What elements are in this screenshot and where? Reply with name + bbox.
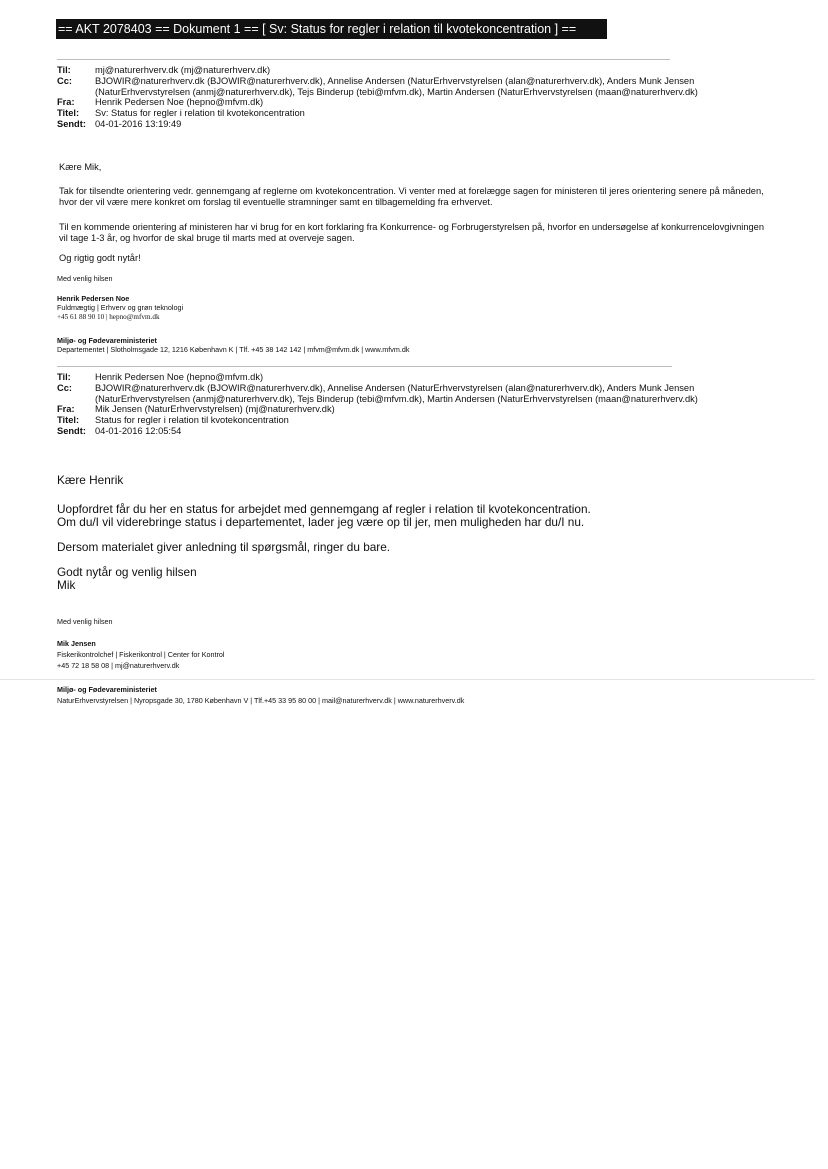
email1-closing: Med venlig hilsen bbox=[57, 274, 113, 283]
email1-org-name: Miljø- og Fødevareministeriet bbox=[57, 336, 157, 345]
title-label: Titel: bbox=[57, 415, 80, 426]
title-value: Status for regler i relation til kvotekoncentration bbox=[95, 415, 289, 426]
from-label: Fra: bbox=[57, 404, 75, 415]
cc-label: Cc: bbox=[57, 382, 72, 393]
email2-closing: Med venlig hilsen bbox=[57, 617, 113, 626]
from-label: Fra: bbox=[57, 97, 75, 108]
email2-greeting: Kære Henrik bbox=[57, 473, 124, 487]
from-value: Henrik Pedersen Noe (hepno@mfvm.dk) bbox=[95, 97, 264, 108]
document-banner: == AKT 2078403 == Dokument 1 == [ Sv: Status for regler i relation til kvotekoncentration ] == bbox=[56, 19, 607, 39]
email2-signature-name: Mik Jensen bbox=[57, 639, 96, 648]
title-label: Titel: bbox=[57, 108, 80, 119]
email2-paragraph-1-line-1: Uopfordret får du her en status for arbejdet med gennemgang af regler i relation til kvotekoncentration. bbox=[57, 502, 591, 516]
sent-value: 04-01-2016 12:05:54 bbox=[95, 425, 182, 436]
email2-header bbox=[57, 372, 772, 437]
divider bbox=[57, 366, 672, 367]
email2-closing-line-2: Mik bbox=[57, 578, 76, 592]
to-value: Henrik Pedersen Noe (hepno@mfvm.dk) bbox=[95, 372, 264, 382]
from-value: Mik Jensen (NaturErhvervstyrelsen) (mj@naturerhverv.dk) bbox=[95, 404, 335, 415]
email1-greeting: Kære Mik, bbox=[59, 162, 102, 172]
sent-value: 04-01-2016 13:19:49 bbox=[95, 118, 182, 129]
email2-closing-line-1: Godt nytår og venlig hilsen bbox=[57, 565, 197, 579]
sent-label: Sendt: bbox=[57, 425, 86, 436]
title-value: Sv: Status for regler i relation til kvotekoncentration bbox=[95, 108, 305, 119]
cc-label: Cc: bbox=[57, 75, 72, 86]
email1-org-address: Departementet | Slotholmsgade 12, 1216 København K | Tlf. +45 38 142 142 | mfvm@mfvm.dk | www.mfvm.dk bbox=[57, 345, 410, 354]
email1-paragraph-1: Tak for tilsendte orientering vedr. gennemgang af reglerne om kvotekoncentration. Vi venter med at forelægge sagen for ministeren til jeres orientering senere på måneden, hvor der vil være mere konkret om forslag til eventuelle stramninger samt en tilbagemelding fra erhvervet. bbox=[59, 186, 764, 207]
email1-signature-role: Fuldmægtig | Erhverv og grøn teknologi bbox=[57, 303, 184, 312]
email2-org-address: NaturErhvervstyrelsen | Nyropsgade 30, 1780 København V | Tlf.+45 33 95 80 00 | mail@naturerhverv.dk | www.naturerhverv.dk bbox=[57, 696, 465, 705]
email2-signature-role: Fiskerikontrolchef | Fiskerikontrol | Center for Kontrol bbox=[57, 650, 225, 659]
to-label: Til: bbox=[57, 372, 71, 382]
email2-signature-contact: +45 72 18 58 08 | mj@naturerhverv.dk bbox=[57, 661, 180, 670]
email1-paragraph-2: Til en kommende orientering af ministeren har vi brug for en kort forklaring fra Konkurrence- og Forbrugerstyrelsen på, hvorfor en undersøgelse af konkurrencelovgivningen vil tage 1-3 år, og hvorfor de skal bruge til marts med at overveje sagen. bbox=[59, 222, 765, 243]
email1-signature-contact: +45 61 88 90 10 | hepno@mfvm.dk bbox=[57, 313, 160, 321]
email2-paragraph-2: Dersom materialet giver anledning til spørgsmål, ringer du bare. bbox=[57, 540, 391, 554]
cc-value: BJOWIR@naturerhverv.dk (BJOWIR@naturerhverv.dk), Annelise Andersen (NaturErhvervstyrelsen (alan@naturerhverv.dk), Anders Munk Jensen (NaturErhvervstyrelsen (anmj@naturerhverv.dk), Tejs Binderup (tebi@mfvm.dk), Martin Andersen (NaturErhvervstyrelsen (maan@naturerhverv.dk) bbox=[95, 382, 698, 404]
to-value: mj@naturerhverv.dk (mj@naturerhverv.dk) bbox=[95, 65, 271, 75]
divider bbox=[57, 59, 670, 60]
email2-org-name: Miljø- og Fødevareministeriet bbox=[57, 685, 157, 694]
divider bbox=[0, 679, 815, 680]
email1-paragraph-3: Og rigtig godt nytår! bbox=[59, 253, 141, 263]
email1-header bbox=[57, 65, 772, 130]
email2-paragraph-1-line-2: Om du/I vil viderebringe status i departementet, lader jeg være op til jer, men muligheden har du/I nu. bbox=[57, 515, 585, 529]
email1-signature-name: Henrik Pedersen Noe bbox=[57, 294, 130, 303]
to-label: Til: bbox=[57, 65, 71, 75]
cc-value: BJOWIR@naturerhverv.dk (BJOWIR@naturerhverv.dk), Annelise Andersen (NaturErhvervstyrelsen (alan@naturerhverv.dk), Anders Munk Jensen (NaturErhvervstyrelsen (anmj@naturerhverv.dk), Tejs Binderup (tebi@mfvm.dk), Martin Andersen (NaturErhvervstyrelsen (maan@naturerhverv.dk) bbox=[95, 75, 698, 97]
sent-label: Sendt: bbox=[57, 118, 86, 129]
